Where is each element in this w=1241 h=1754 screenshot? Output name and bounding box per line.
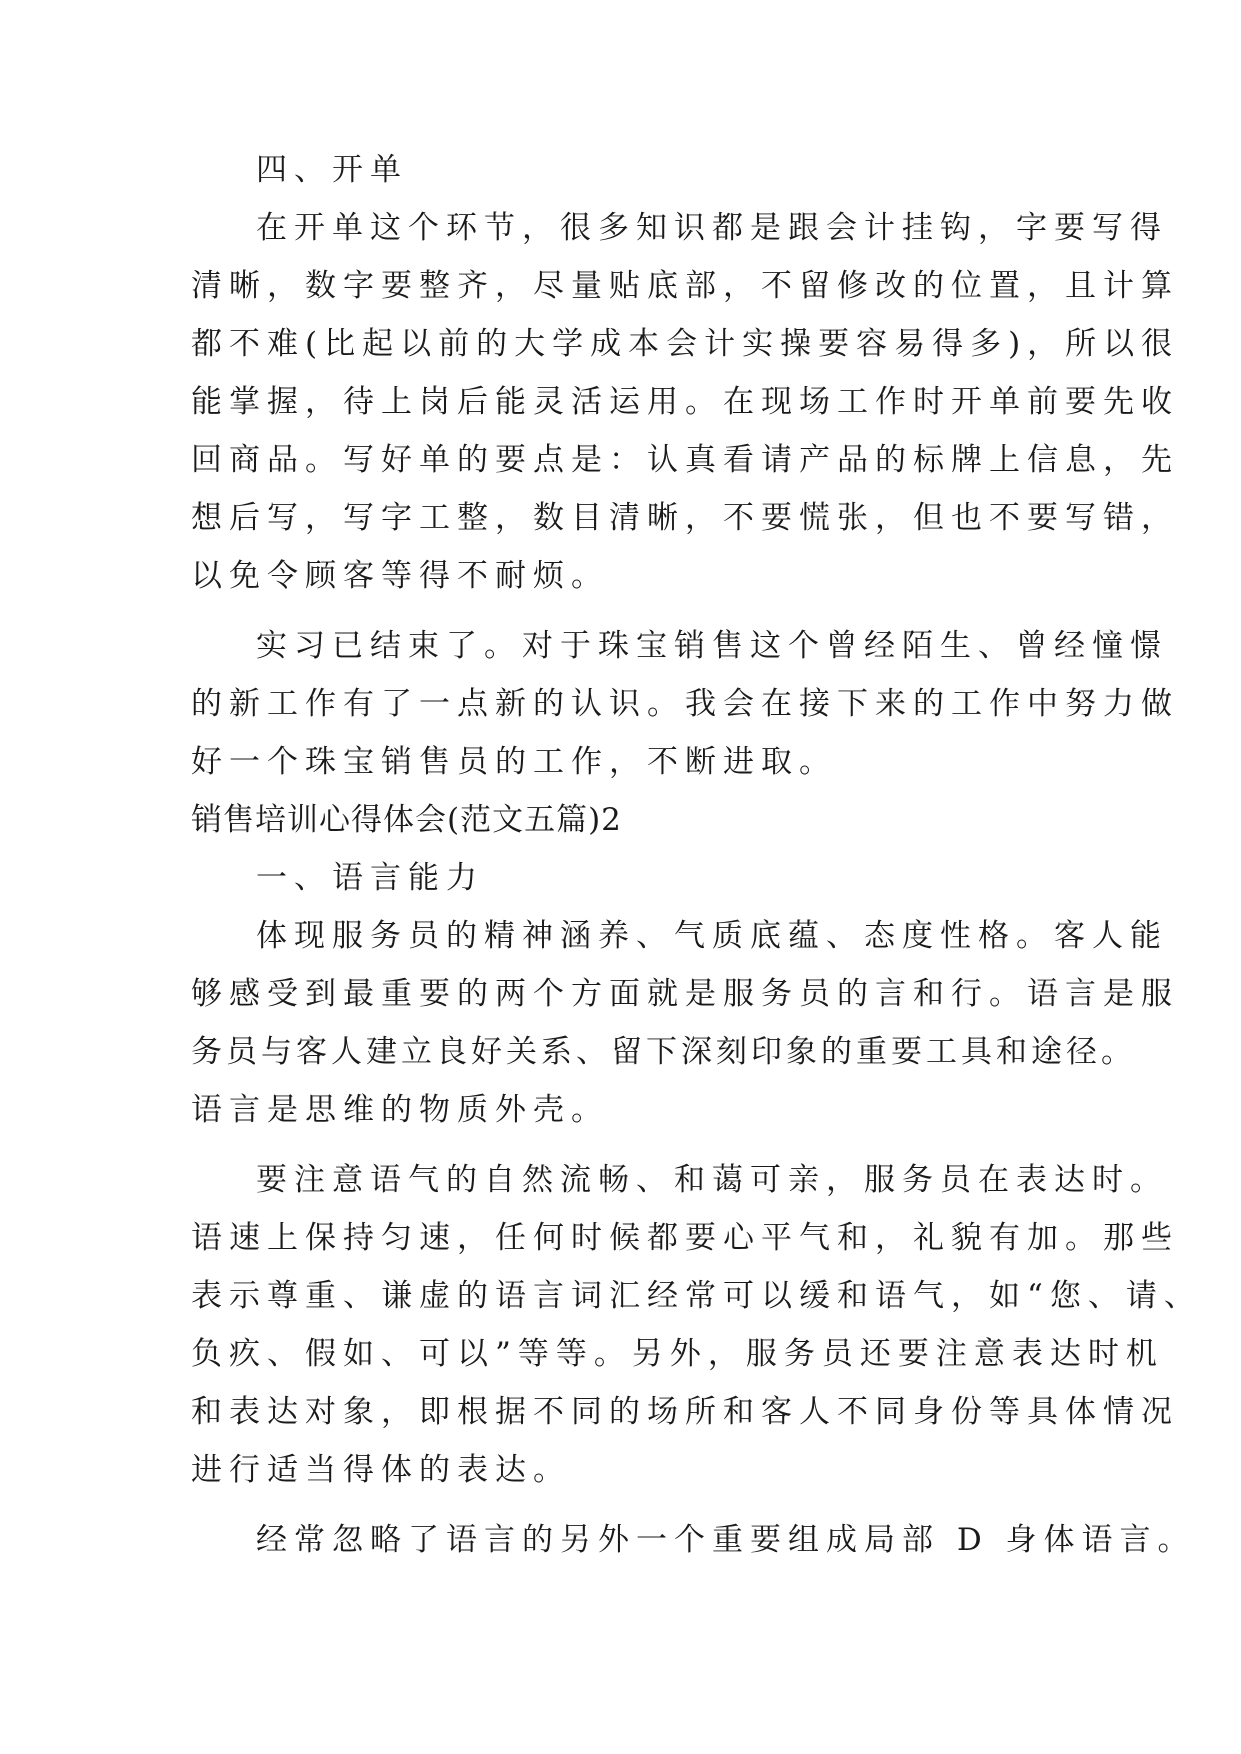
paragraph-line: 和表达对象，即根据不同的场所和客人不同身份等具体情况 xyxy=(191,1394,1179,1430)
paragraph-line: 能掌握，待上岗后能灵活运用。在现场工作时开单前要先收 xyxy=(191,384,1179,420)
paragraph-line: 负疚、假如、可以”等等。另外，服务员还要注意表达时机 xyxy=(191,1336,1164,1372)
paragraph-line: 经常忽略了语言的另外一个重要组成局部 D 身体语言。 xyxy=(256,1522,1196,1558)
section-heading: 四、开单 xyxy=(256,152,408,188)
essay-title: 销售培训心得体会(范文五篇)2 xyxy=(191,802,622,838)
paragraph-line: 表示尊重、谦虚的语言词汇经常可以缓和语气，如“您、请、 xyxy=(191,1278,1202,1314)
paragraph-line: 回商品。写好单的要点是：认真看请产品的标牌上信息，先 xyxy=(191,442,1179,478)
paragraph-line: 在开单这个环节，很多知识都是跟会计挂钩，字要写得 xyxy=(256,210,1168,246)
paragraph-line: 好一个珠宝销售员的工作，不断进取。 xyxy=(191,744,837,780)
paragraph-line: 进行适当得体的表达。 xyxy=(191,1452,571,1488)
paragraph-line: 语言是思维的物质外壳。 xyxy=(191,1092,609,1128)
paragraph-line: 都不难(比起以前的大学成本会计实操要容易得多)，所以很 xyxy=(191,326,1180,362)
paragraph-line: 务员与客人建立良好关系、留下深刻印象的重要工具和途径。 xyxy=(191,1034,1136,1070)
paragraph-line: 体现服务员的精神涵养、气质底蕴、态度性格。客人能 xyxy=(256,918,1168,954)
paragraph-line: 的新工作有了一点新的认识。我会在接下来的工作中努力做 xyxy=(191,686,1179,722)
paragraph-line: 要注意语气的自然流畅、和蔼可亲，服务员在表达时。 xyxy=(256,1162,1168,1198)
paragraph-line: 语速上保持匀速，任何时候都要心平气和，礼貌有加。那些 xyxy=(191,1220,1179,1256)
paragraph-line: 以免令顾客等得不耐烦。 xyxy=(191,558,609,594)
paragraph-line: 实习已结束了。对于珠宝销售这个曾经陌生、曾经憧憬 xyxy=(256,628,1168,664)
section-heading: 一、语言能力 xyxy=(256,860,484,896)
paragraph-line: 够感受到最重要的两个方面就是服务员的言和行。语言是服 xyxy=(191,976,1179,1012)
paragraph-line: 清晰，数字要整齐，尽量贴底部，不留修改的位置，且计算 xyxy=(191,268,1179,304)
paragraph-line: 想后写，写字工整，数目清晰，不要慌张，但也不要写错， xyxy=(191,500,1179,536)
